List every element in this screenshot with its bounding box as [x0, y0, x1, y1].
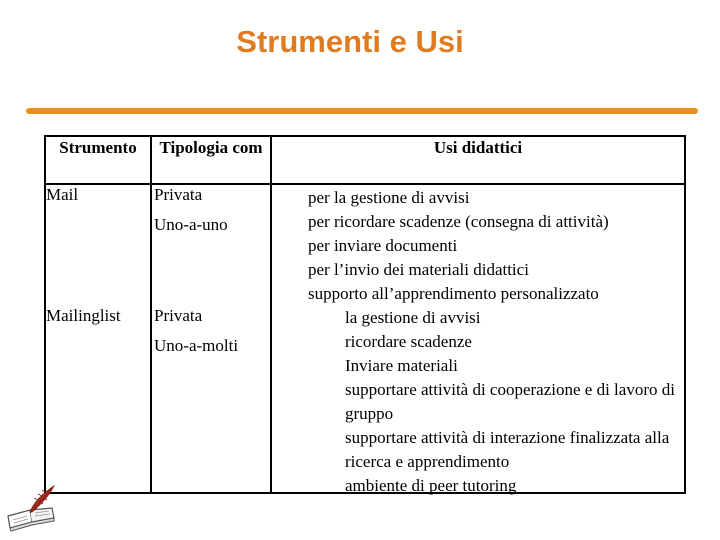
use-subitem: la gestione di avvisi: [345, 308, 481, 327]
use-subitem: supportare attività di interazione finalizzata alla ricerca e apprendimento: [345, 428, 670, 471]
header-usi-didattici: Usi didattici: [433, 138, 523, 157]
use-item: per ricordare scadenze (consegna di attività): [308, 212, 609, 231]
uses-list: [308, 186, 680, 498]
tool-name-mail: Mail: [46, 185, 79, 204]
tool-name-mailinglist: Mailinglist: [46, 306, 121, 325]
tool-type-mailinglist: [154, 304, 238, 364]
tool-type-mail: [154, 183, 228, 243]
column-divider: [270, 135, 272, 494]
header-divider: [44, 183, 686, 185]
tool-type-line: Uno-a-molti: [154, 336, 239, 355]
use-subitem: supportare attività di cooperazione e di lavoro di gruppo: [345, 380, 675, 423]
use-item: per inviare documenti: [308, 236, 458, 255]
book-quill-icon: [4, 482, 62, 534]
use-item: supporto all’apprendimento personalizzato: [308, 284, 599, 303]
title-divider: [26, 108, 698, 114]
header-tipologia: Tipologia com: [159, 138, 263, 157]
header-strumento: Strumento: [59, 138, 137, 157]
use-subitem: ambiente di peer tutoring: [345, 476, 517, 495]
tool-type-line: Uno-a-uno: [154, 215, 228, 234]
tool-type-line: Privata: [154, 185, 203, 204]
use-item: per la gestione di avvisi: [308, 188, 470, 207]
use-subitem: Inviare materiali: [345, 356, 458, 375]
use-subitem: ricordare scadenze: [345, 332, 472, 351]
slide-title: Strumenti e Usi: [236, 24, 464, 59]
use-item: per l’invio dei materiali didattici: [308, 260, 529, 279]
tool-type-line: Privata: [154, 306, 203, 325]
column-divider: [150, 135, 152, 494]
